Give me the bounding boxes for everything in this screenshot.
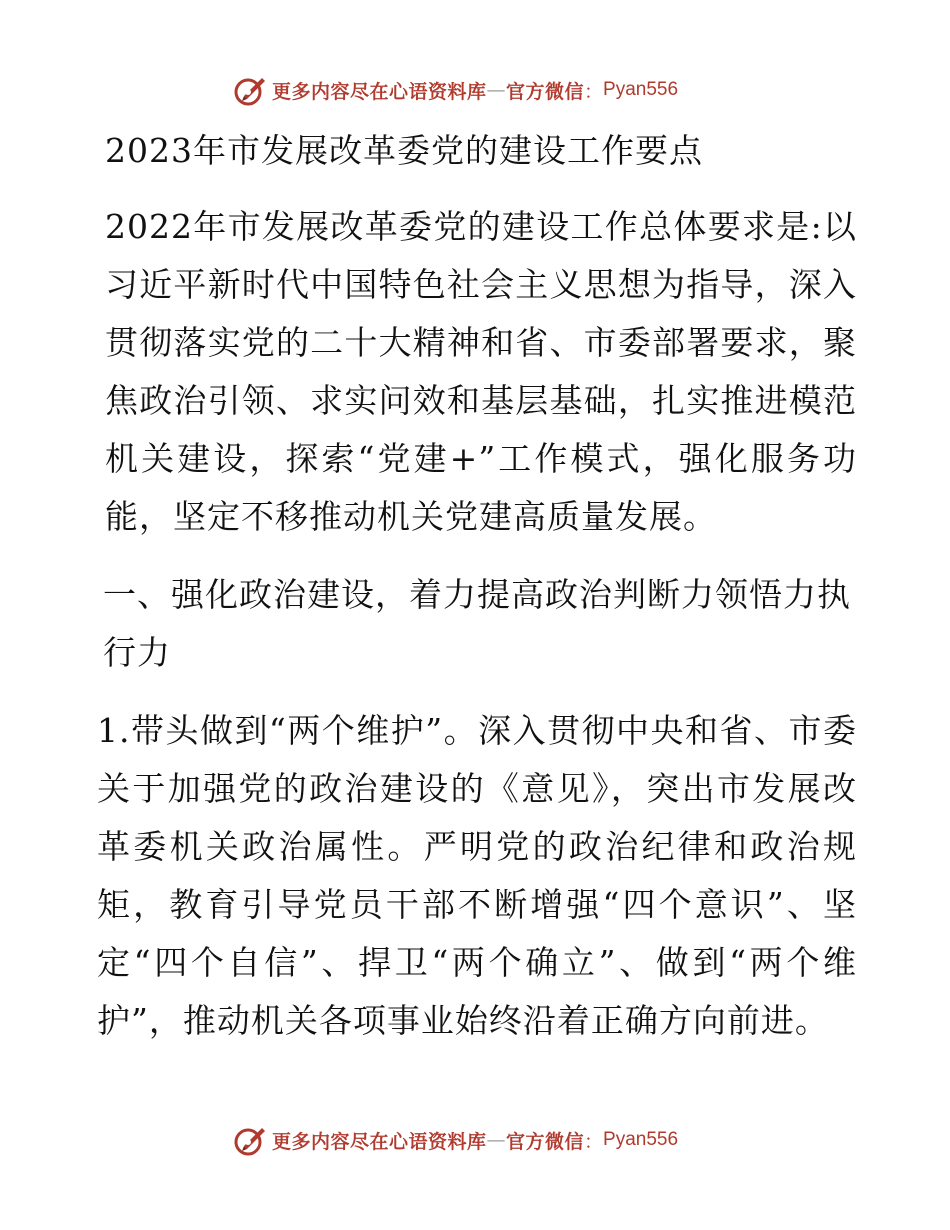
banner-content <box>232 1120 678 1160</box>
banner-separator: ： <box>584 80 604 103</box>
document-body <box>97 122 857 1050</box>
banner-separator: ： <box>584 1130 604 1153</box>
banner-dash: — <box>486 1129 507 1151</box>
banner-dash: — <box>486 79 507 101</box>
banner-wechat-id: Pyan556 <box>603 1129 679 1150</box>
item-paragraph: 1.带头做到“两个维护”。深入贯彻中央和省、市委关于加强党的政治建设的《意见》，突出市发展改革委机关政治属性。严明党的政治纪律和政治规矩，教育引导党员干部不断增强“四个意识”、坚定“四个自信”、捍卫“两个确立”、做到“两个维护”，推动机关各项事业始终沿着正确方向前进。 <box>97 711 857 1040</box>
document-title: 2023年市发展改革委党的建设工作要点 <box>105 131 703 170</box>
banner-official-label: 官方微信 <box>506 1130 585 1153</box>
quill-logo-icon <box>232 1122 268 1158</box>
banner-slogan: 更多内容尽在心语资料库 <box>272 80 487 103</box>
intro-paragraph: 2022年市发展改革委党的建设工作总体要求是:以习近平新时代中国特色社会主义思想为指导，深入贯彻落实党的二十大精神和省、市委部署要求，聚焦政治引领、求实问效和基层基础，扎实推进模范机关建设，探索“党建+”工作模式，强化服务功能，坚定不移推动机关党建高质量发展。 <box>105 207 857 536</box>
banner-official-label: 官方微信 <box>506 80 585 103</box>
quill-logo-icon <box>232 72 268 108</box>
banner-content <box>232 70 678 110</box>
watermark-banner-top <box>0 70 950 110</box>
section-heading: 一、强化政治建设，着力提高政治判断力领悟力执行力 <box>103 575 851 672</box>
banner-wechat-id: Pyan556 <box>603 79 679 100</box>
banner-slogan: 更多内容尽在心语资料库 <box>272 1130 487 1153</box>
watermark-banner-bottom <box>0 1120 950 1160</box>
